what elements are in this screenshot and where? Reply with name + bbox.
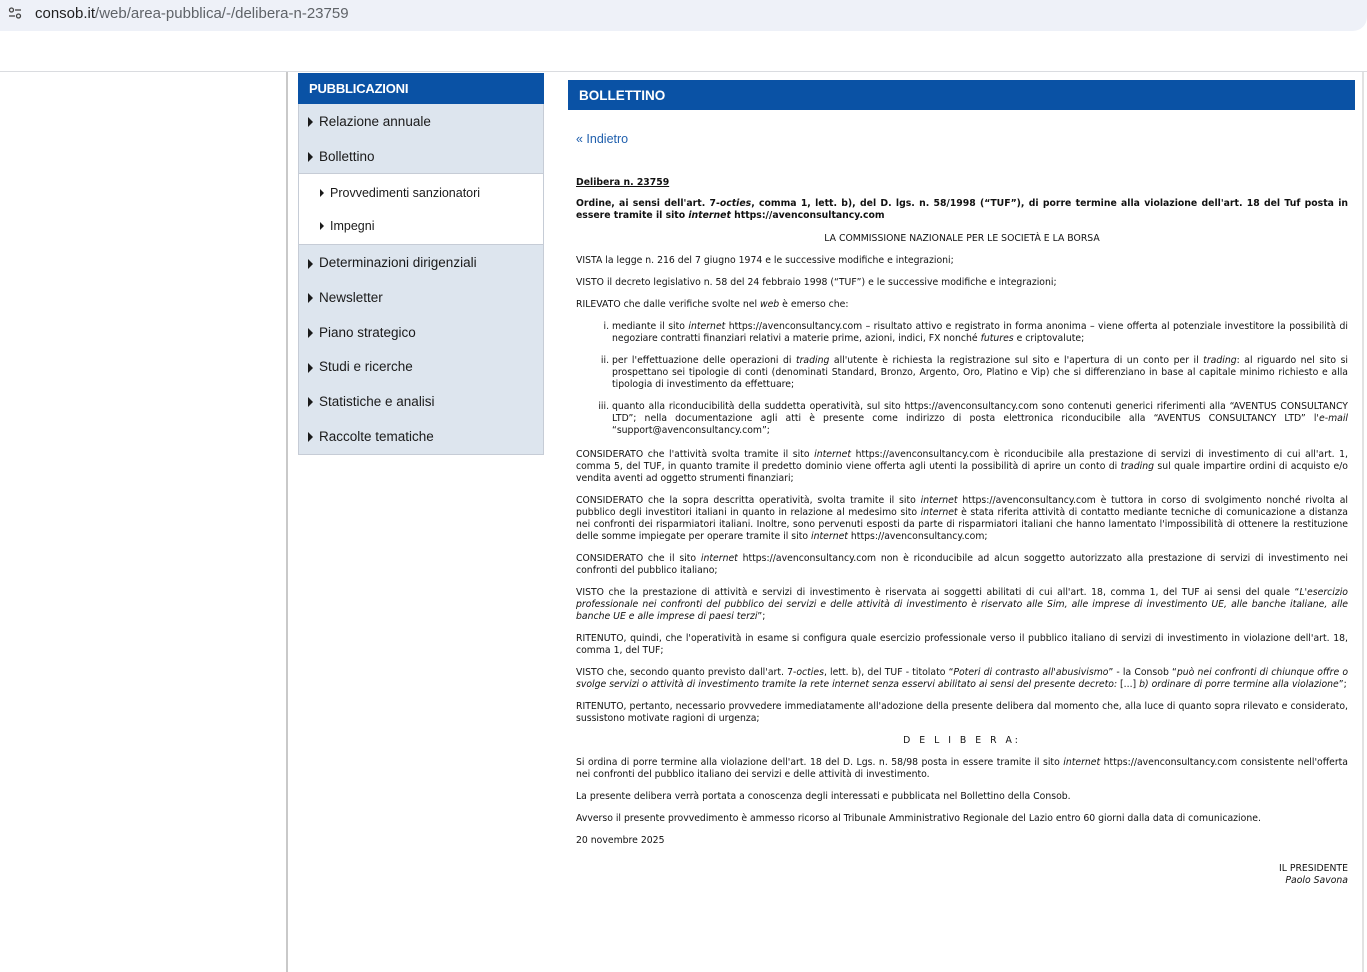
paragraph-rilevato: RILEVATO che dalle verifiche svolte nel web è emerso che:	[576, 299, 849, 310]
site-settings-icon[interactable]	[8, 6, 22, 20]
caret-right-icon	[308, 363, 313, 373]
commission-name: LA COMMISSIONE NAZIONALE PER LE SOCIETÀ E LA BORSA	[824, 233, 1100, 244]
paragraph-visto-prestazione: VISTO che la prestazione di attività e servizi di investimento è riservata ai soggetti abilitati di cui all'art. 18, comma 1, del TUF ai sensi del quale “L'esercizio professionale nei confronti del pubblico dei servizi e delle attività di investimento è riservato alle Sim, alle imprese di investimento UE, alle banche italiane, alle banche UE e alle imprese di paesi terzi”;	[576, 587, 1348, 622]
paragraph-ritenuto-1: RITENUTO, quindi, che l'operatività in esame si configura quale esercizio professionale verso il pubblico italiano di servizi di investimento in violazione dell'art. 18, comma 1, del TUF;	[576, 633, 1348, 656]
sidebar-item-newsletter[interactable]	[299, 280, 543, 315]
sidebar-item-label: Piano strategico	[319, 324, 416, 340]
caret-right-icon	[308, 152, 313, 162]
finding-item: iii. quanto alla riconducibilità della suddetta operatività, sul sito https://avenconsultancy.com sono contenuti generici riferimenti alla “AVENTUS CONSULTANCY LTD”; nella documentazione agli atti è presente come indirizzo di posta elettronica riconducibile alla “AVENTUS CONSULTANCY LTD” l'e-mail “support@avenconsultancy.com”;	[612, 401, 1348, 437]
sidebar-item-label: Studi e ricerche	[319, 359, 413, 375]
paragraph-considerato-1: CONSIDERATO che l'attività svolta tramite il sito internet https://avenconsultancy.com è riconducibile alla prestazione di servizi di investimento di cui all'art. 1, comma 5, del TUF, in quanto tramite il predetto dominio viene offerta agli utenti la possibilità di aprire un conto di trading sul quale impartire ordini di acquisto e/o vendita aventi ad oggetto strumenti finanziari;	[576, 449, 1349, 484]
sidebar-item-piano-strategico[interactable]	[299, 315, 543, 350]
caret-right-icon	[308, 397, 313, 407]
paragraph-pubblicazione: La presente delibera verrà portata a conoscenza degli interessati e pubblicata nel Bollettino della Consob.	[576, 791, 1071, 802]
sidebar-item-label: Statistiche e analisi	[319, 393, 435, 409]
paragraph-visto-octies: VISTO che, secondo quanto previsto dall'art. 7-octies, lett. b), del TUF - titolato “Poteri di contrasto all'abusivismo” - la Consob “può nei confronti di chiunque offre o svolge servizi o attività di investimento tramite la rete internet senza esservi abilitato ai sensi del presente decreto: [...] b) ordinare di porre termine alla violazione”;	[576, 667, 1349, 690]
back-link[interactable]: « Indietro	[576, 132, 629, 146]
sidebar-item-relazione-annuale[interactable]	[299, 104, 543, 139]
sidebar-heading: PUBBLICAZIONI	[298, 73, 544, 104]
paragraph-ritenuto-2: RITENUTO, pertanto, necessario provvedere immediatamente all'adozione della presente delibera dal momento che, alla luce di quanto sopra rilevato e considerato, sussistono motivate ragioni di urgenza;	[576, 701, 1348, 724]
sidebar-item-studi-ricerche[interactable]	[299, 349, 543, 384]
caret-right-icon	[308, 259, 313, 269]
signature-block	[576, 863, 1348, 887]
caret-right-icon	[308, 328, 313, 338]
sidebar-subitem-label: Impegni	[330, 218, 375, 233]
sidebar-item-label: Relazione annuale	[319, 113, 431, 129]
findings-list	[576, 321, 1348, 437]
sidebar-item-determinazioni[interactable]	[299, 245, 543, 280]
delibera-document	[576, 177, 1348, 887]
sidebar-item-label: Determinazioni dirigenziali	[319, 255, 477, 271]
caret-right-icon	[308, 432, 313, 442]
sidebar-item-label: Raccolte tematiche	[319, 428, 434, 444]
paragraph-ordine: Si ordina di porre termine alla violazione dell'art. 18 del D. Lgs. n. 58/98 posta in essere tramite il sito internet https://avenconsultancy.com consistente nell'offerta nei confronti del pubblico italiano dei servizi e delle attività di investimento.	[576, 757, 1348, 780]
address-bar[interactable]	[0, 0, 1367, 31]
caret-right-icon	[320, 222, 324, 230]
sidebar-item-label: Bollettino	[319, 148, 375, 164]
signature-name: Paolo Savona	[1285, 875, 1348, 886]
finding-item: i. mediante il sito internet https://avenconsultancy.com – risultato attivo e registrato in forma anonima – viene offerta al potenziale investitore la possibilità di negoziare contratti finanziari relativi a materie prime, azioni, indici, FX nonché futures e criptovalute;	[612, 321, 1348, 345]
page-scrollbar-edge	[1362, 72, 1364, 972]
sidebar-item-label: Newsletter	[319, 289, 383, 305]
document-subject: Ordine, ai sensi dell'art. 7-octies, comma 1, lett. b), del D. lgs. n. 58/1998 (“TUF”), di porre termine alla violazione dell'art. 18 del Tuf posta in essere tramite il sito internet https://avenconsultancy.com	[576, 198, 1348, 221]
url-path: /web/area-pubblica/-/delibera-n-23759	[95, 5, 349, 22]
paragraph-visto-decreto: VISTO il decreto legislativo n. 58 del 24 febbraio 1998 (“TUF”) e le successive modifiche e integrazioni;	[576, 277, 1057, 288]
url-text[interactable]	[35, 5, 349, 22]
sidebar-item-statistiche[interactable]	[299, 384, 543, 419]
url-domain: consob.it	[35, 5, 96, 22]
sidebar-nav	[298, 73, 544, 455]
sidebar-subitem-provvedimenti[interactable]	[299, 176, 543, 209]
paragraph-considerato-3: CONSIDERATO che il sito internet https://avenconsultancy.com non è riconducibile ad alcun soggetto autorizzato alla prestazione di servizi di investimento nei confronti del pubblico italiano;	[576, 553, 1348, 576]
sidebar-item-raccolte[interactable]	[299, 419, 543, 454]
caret-right-icon	[308, 293, 313, 303]
signature-role: IL PRESIDENTE	[1278, 863, 1348, 874]
document-title: Delibera n. 23759	[576, 177, 670, 188]
section-heading: BOLLETTINO	[568, 80, 1355, 110]
sidebar-list	[298, 104, 544, 455]
sidebar-item-bollettino[interactable]	[299, 139, 543, 174]
caret-right-icon	[320, 189, 324, 197]
paragraph-considerato-2: CONSIDERATO che la sopra descritta operatività, svolta tramite il sito internet https://avenconsultancy.com è tuttora in corso di svolgimento nonché rivolta al pubblico degli investitori italiani in quanto in relazione al medesimo sito internet è stata riferita attività di contatto mediante tecniche di comunicazione a distanza nei confronti dei risparmiatori italiani. Inoltre, sono pervenuti esposti da parte di risparmiatori italiani che hanno lamentato l'impossibilità di ottenere la restituzione delle somme impiegate per operare tramite il sito internet https://avenconsultancy.com;	[576, 495, 1348, 542]
caret-right-icon	[308, 117, 313, 127]
document-date: 20 novembre 2025	[576, 835, 665, 846]
main-content	[568, 80, 1355, 887]
paragraph-ricorso: Avverso il presente provvedimento è ammesso ricorso al Tribunale Amministrativo Regionale del Lazio entro 60 giorni dalla data di comunicazione.	[576, 813, 1261, 824]
sidebar-submenu	[299, 173, 543, 245]
sidebar-subitem-impegni[interactable]	[299, 209, 543, 242]
sidebar-subitem-label: Provvedimenti sanzionatori	[330, 185, 481, 200]
paragraph-vista-legge: VISTA la legge n. 216 del 7 giugno 1974 e le successive modifiche e integrazioni;	[576, 255, 954, 266]
finding-item: ii. per l'effettuazione delle operazioni di trading all'utente è richiesta la registrazione sul sito e l'apertura di un conto per il trading: al riguardo nel sito si prospettano sei tipologie di conti (denominati Standard, Bronzo, Argento, Oro, Platino e Vip) che si differenziano in base al capitale minimo richiesto e alla tipologia di investimento da effettuare;	[612, 355, 1348, 391]
delibera-heading: D E L I B E R A:	[903, 735, 1021, 746]
